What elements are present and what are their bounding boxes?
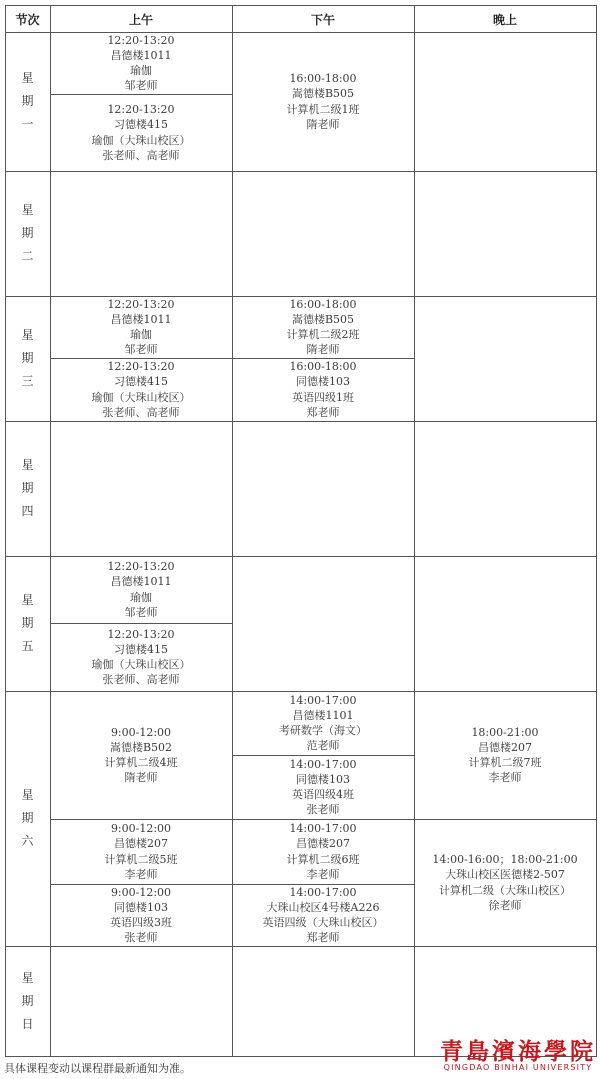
day-label-sun bbox=[5, 946, 50, 1056]
header-period: 节次 bbox=[15, 12, 40, 27]
course-time: 14:00-17:00 bbox=[289, 885, 357, 899]
course-name: 英语四级3班 bbox=[110, 916, 172, 929]
course-cell bbox=[50, 691, 232, 819]
day-label-thu bbox=[5, 421, 50, 556]
course-teacher: 隋老师 bbox=[306, 343, 340, 357]
day-label-wed bbox=[5, 296, 50, 421]
course-cell bbox=[232, 691, 414, 755]
day-char: 星 bbox=[21, 203, 34, 217]
course-cell bbox=[50, 556, 232, 623]
day-char: 期 bbox=[21, 616, 34, 630]
grid-line bbox=[5, 946, 596, 947]
course-teacher: 邹老师 bbox=[124, 79, 158, 93]
course-location: 大珠山校区医德楼2-507 bbox=[445, 868, 565, 882]
course-location: 昌德楼1101 bbox=[292, 708, 354, 722]
header-afternoon: 下午 bbox=[310, 12, 335, 27]
course-teacher: 李老师 bbox=[306, 867, 340, 881]
course-name: 瑜伽（大珠山校区） bbox=[91, 390, 191, 404]
course-time: 9:00-12:00 bbox=[110, 822, 172, 836]
course-time: 9:00-12:00 bbox=[110, 725, 172, 739]
day-char: 期 bbox=[21, 481, 34, 495]
course-time: 16:00-18:00 bbox=[289, 360, 357, 374]
course-time: 12:20-13:20 bbox=[107, 297, 175, 311]
course-time: 18:00-21:00 bbox=[471, 725, 539, 739]
course-location: 昌德楼207 bbox=[296, 837, 350, 851]
day-char: 五 bbox=[21, 639, 34, 653]
course-location: 昌德楼1011 bbox=[110, 312, 172, 326]
course-name: 英语四级4班 bbox=[292, 788, 354, 801]
grid-line bbox=[5, 421, 596, 422]
course-cell bbox=[50, 884, 232, 946]
day-label-tue bbox=[5, 171, 50, 296]
course-time: 14:00-17:00 bbox=[289, 822, 357, 836]
day-char: 六 bbox=[21, 834, 34, 848]
course-cell bbox=[414, 691, 596, 819]
course-time: 14:00-16:00；18:00-21:00 bbox=[432, 853, 578, 867]
day-char: 星 bbox=[21, 328, 34, 342]
course-cell bbox=[232, 296, 414, 358]
day-char: 期 bbox=[21, 226, 34, 240]
day-char: 星 bbox=[21, 458, 34, 472]
logo-chinese-name: 青島濱海學院 bbox=[440, 1038, 596, 1065]
course-cell bbox=[414, 819, 596, 946]
logo-english-name: QINGDAO BINHAI UNIVERSITY bbox=[443, 1063, 593, 1072]
course-teacher: 张老师、高老师 bbox=[102, 405, 180, 419]
course-teacher: 李老师 bbox=[488, 771, 522, 785]
course-name: 瑜伽 bbox=[130, 64, 152, 77]
course-teacher: 范老师 bbox=[306, 739, 340, 753]
day-char: 四 bbox=[21, 504, 34, 518]
course-name: 瑜伽 bbox=[130, 328, 152, 341]
course-cell bbox=[232, 884, 414, 946]
course-cell bbox=[232, 32, 414, 171]
header-morning: 上午 bbox=[128, 12, 153, 27]
course-location: 同德楼103 bbox=[296, 375, 350, 389]
course-time: 12:20-13:20 bbox=[107, 627, 175, 641]
course-location: 昌德楼207 bbox=[478, 740, 532, 754]
grid-line bbox=[596, 5, 597, 1057]
course-location: 昌德楼1011 bbox=[110, 48, 172, 62]
footer-note: 具体课程变动以课程群最新通知为准。 bbox=[4, 1062, 191, 1075]
course-teacher: 张老师 bbox=[124, 931, 158, 945]
day-char: 星 bbox=[21, 788, 34, 802]
course-location: 嵩德楼B505 bbox=[291, 87, 355, 101]
day-char: 三 bbox=[21, 374, 34, 388]
day-char: 一 bbox=[21, 117, 34, 131]
course-teacher: 郑老师 bbox=[306, 931, 340, 945]
day-char: 日 bbox=[21, 1016, 34, 1031]
course-cell bbox=[50, 358, 232, 421]
course-location: 习德楼415 bbox=[114, 642, 168, 656]
course-cell bbox=[232, 819, 414, 884]
course-cell bbox=[50, 94, 232, 171]
course-name: 瑜伽 bbox=[130, 590, 152, 604]
course-name: 计算机二级2班 bbox=[286, 328, 360, 341]
course-name: 计算机二级4班 bbox=[104, 756, 178, 769]
course-location: 大珠山校区4号楼A226 bbox=[266, 900, 380, 914]
course-location: 同德楼103 bbox=[296, 772, 350, 786]
course-teacher: 隋老师 bbox=[124, 771, 158, 785]
course-teacher: 李老师 bbox=[124, 867, 158, 881]
course-teacher: 邹老师 bbox=[124, 605, 158, 619]
course-cell bbox=[232, 358, 414, 421]
course-location: 嵩德楼B502 bbox=[109, 740, 173, 754]
course-name: 计算机二级5班 bbox=[104, 852, 178, 866]
course-name: 计算机二级（大珠山校区） bbox=[439, 883, 571, 897]
course-time: 12:20-13:20 bbox=[107, 360, 175, 374]
course-location: 同德楼103 bbox=[114, 900, 168, 914]
day-char: 星 bbox=[21, 593, 34, 607]
course-cell bbox=[50, 296, 232, 358]
course-location: 昌德楼1011 bbox=[110, 575, 172, 589]
course-time: 16:00-18:00 bbox=[289, 72, 357, 86]
course-name: 瑜伽（大珠山校区） bbox=[91, 658, 191, 671]
day-label-mon bbox=[5, 32, 50, 171]
course-name: 计算机二级6班 bbox=[286, 852, 360, 866]
day-label-sat bbox=[5, 691, 50, 946]
course-cell bbox=[50, 32, 232, 94]
course-teacher: 隋老师 bbox=[306, 117, 340, 131]
course-time: 14:00-17:00 bbox=[289, 693, 357, 707]
course-location: 昌德楼207 bbox=[114, 837, 168, 851]
course-time: 12:20-13:20 bbox=[107, 560, 175, 574]
course-location: 习德楼415 bbox=[114, 375, 168, 389]
course-teacher: 徐老师 bbox=[488, 898, 522, 912]
day-char: 二 bbox=[21, 249, 34, 263]
course-time: 9:00-12:00 bbox=[110, 885, 172, 899]
course-cell bbox=[50, 623, 232, 691]
course-name: 考研数学（海文） bbox=[279, 724, 367, 737]
day-char: 期 bbox=[21, 993, 34, 1008]
course-time: 16:00-18:00 bbox=[289, 297, 357, 311]
course-time: 12:20-13:20 bbox=[107, 103, 175, 117]
course-name: 计算机二级1班 bbox=[286, 102, 360, 116]
university-logo bbox=[440, 1033, 596, 1077]
day-label-fri bbox=[5, 556, 50, 691]
course-location: 习德楼415 bbox=[114, 118, 168, 132]
course-teacher: 郑老师 bbox=[306, 405, 340, 419]
course-name: 瑜伽（大珠山校区） bbox=[91, 133, 191, 147]
course-teacher: 张老师 bbox=[306, 803, 340, 817]
day-char: 星 bbox=[21, 71, 34, 85]
course-location: 嵩德楼B505 bbox=[291, 312, 355, 326]
course-cell bbox=[232, 755, 414, 819]
grid-line bbox=[5, 171, 596, 172]
day-char: 期 bbox=[21, 94, 34, 108]
course-teacher: 张老师、高老师 bbox=[102, 148, 180, 162]
day-char: 期 bbox=[21, 811, 34, 825]
header-evening: 晚上 bbox=[492, 12, 517, 27]
course-name: 英语四级（大珠山校区） bbox=[262, 916, 384, 929]
course-time: 14:00-17:00 bbox=[289, 757, 357, 771]
course-teacher: 张老师、高老师 bbox=[102, 673, 180, 687]
day-char: 星 bbox=[21, 970, 34, 985]
day-char: 期 bbox=[21, 351, 34, 365]
course-name: 英语四级1班 bbox=[292, 390, 354, 404]
course-cell bbox=[50, 819, 232, 884]
course-teacher: 邹老师 bbox=[124, 343, 158, 357]
course-name: 计算机二级7班 bbox=[468, 756, 542, 769]
course-time: 12:20-13:20 bbox=[107, 33, 175, 47]
